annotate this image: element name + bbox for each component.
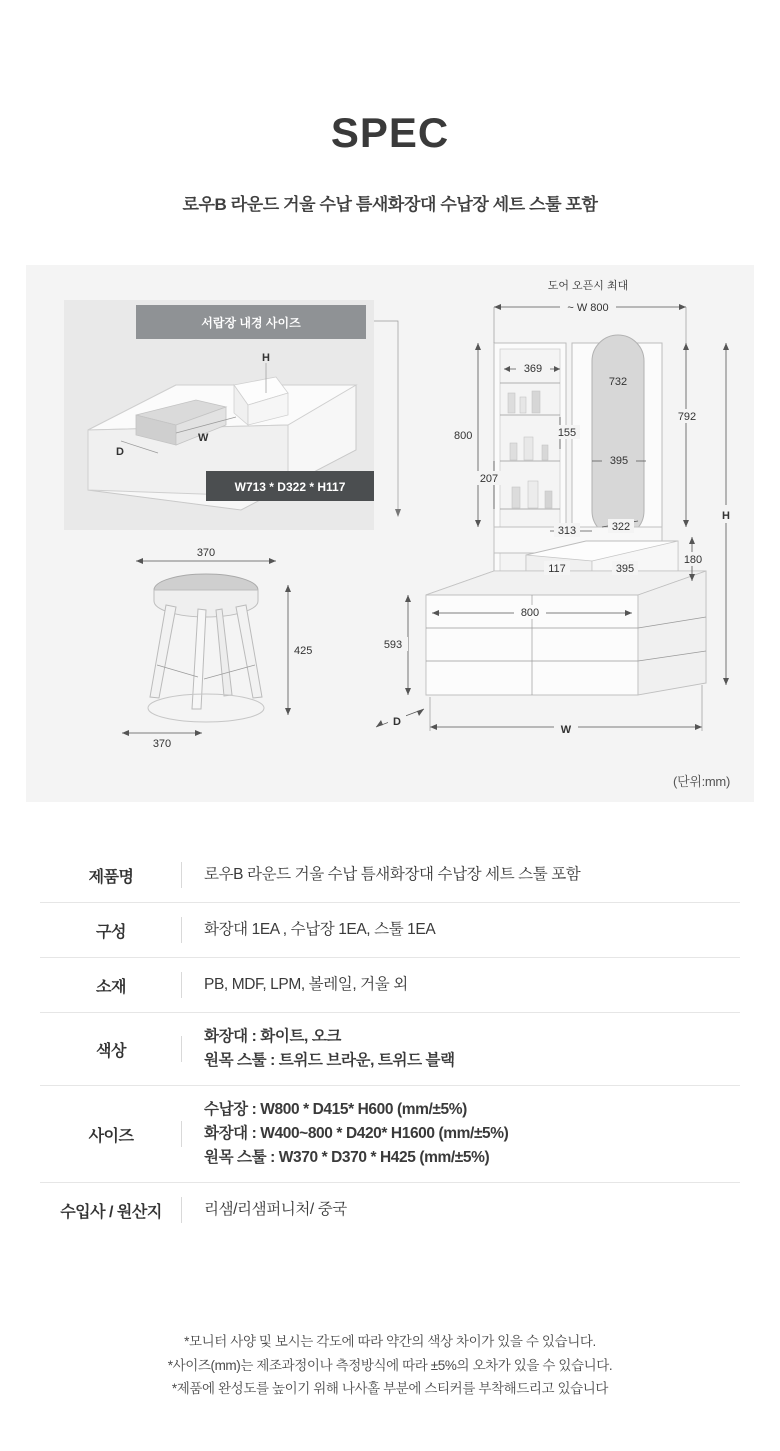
stool-bottom-depth-value: 370	[152, 738, 172, 750]
stool-height-dimension	[285, 585, 312, 715]
row-label: 수입사 / 원산지	[40, 1183, 182, 1237]
page-title: SPEC	[330, 109, 450, 156]
mirror-width-value: 395	[609, 455, 629, 467]
table-row	[40, 1013, 740, 1086]
total-height-label: H	[722, 510, 730, 522]
drawer-width-value: 313	[557, 525, 577, 537]
row-label: 소재	[40, 958, 182, 1012]
row-value	[182, 903, 740, 957]
table-row	[40, 848, 740, 903]
row-value-line: 화장대 1EA , 수납장 1EA, 스툴 1EA	[204, 920, 436, 938]
total-height-dimension	[716, 343, 736, 685]
stool-width-dimension	[136, 547, 276, 564]
row-value-line: 로우B 라운드 거울 수납 틈새화장대 수납장 세트 스툴 포함	[204, 865, 581, 883]
drawer-inset-illustration	[64, 300, 374, 530]
table-row	[40, 958, 740, 1013]
inset-size-text: W713 * D322 * H117	[234, 480, 346, 494]
row-value	[182, 1183, 740, 1237]
cabinet-width-value: 800	[520, 607, 540, 619]
row-label: 사이즈	[40, 1086, 182, 1182]
lower-shelf-value: 207	[479, 473, 499, 485]
row-value-line: 화장대 : W400~800 * D420* H1600 (mm/±5%)	[204, 1125, 509, 1143]
row-value	[182, 848, 740, 902]
spec-diagram	[26, 265, 754, 802]
row-label: 색상	[40, 1013, 182, 1085]
unit-note: (단위:mm)	[673, 774, 730, 789]
row-value	[182, 1013, 740, 1085]
total-depth-label: D	[393, 716, 401, 728]
row-label: 구성	[40, 903, 182, 957]
stool-illustration	[148, 574, 264, 722]
product-subtitle: 로우B 라운드 거울 수납 틈새화장대 수납장 세트 스툴 포함	[182, 195, 598, 214]
drawer-inner-width-value: 395	[615, 563, 635, 575]
stool-depth-dimension	[122, 730, 202, 750]
stool-height-value: 425	[294, 645, 313, 657]
table-row	[40, 1183, 740, 1237]
total-depth-dimension	[376, 709, 424, 729]
row-value-line: PB, MDF, LPM, 볼레일, 거울 외	[204, 975, 408, 993]
mirror-unit-height-dimension	[454, 343, 481, 527]
door-open-label: 도어 오픈시 최대	[547, 280, 629, 292]
footnote-line: *모니터 사양 및 보시는 각도에 따라 약간의 색상 차이가 있을 수 있습니다.	[184, 1334, 596, 1349]
footnote-line: *사이즈(mm)는 제조과정이나 측정방식에 따라 ±5%의 오차가 있을 수 있습니다.	[167, 1357, 613, 1373]
total-width-label: W	[560, 724, 572, 736]
drawer-depth-value: 322	[611, 521, 631, 533]
svg-text:H: H	[262, 352, 270, 364]
shelf-width-value: 369	[523, 363, 543, 375]
row-value-line: 리샘/리샘퍼니처/ 중국	[204, 1201, 347, 1219]
row-label: 제품명	[40, 848, 182, 902]
mirror-height-value: 732	[608, 376, 628, 388]
cabinet-height-value: 593	[383, 639, 403, 651]
vanity-illustration	[426, 335, 706, 695]
row-value-line: 원목 스툴 : W370 * D370 * H425 (mm/±5%)	[204, 1149, 490, 1167]
table-row	[40, 1086, 740, 1183]
table-row	[40, 903, 740, 958]
row-value-line: 원목 스툴 : 트위드 브라운, 트위드 블랙	[204, 1052, 455, 1070]
total-right-height-value: 792	[677, 411, 697, 423]
cabinet-height-dimension	[378, 595, 411, 695]
inset-caption: 서랍장 내경 사이즈	[201, 316, 301, 330]
stool-top-width-value: 370	[196, 547, 216, 559]
spec-table	[40, 848, 740, 1237]
total-right-height-dimension	[674, 343, 700, 527]
mirror-unit-height-value: 800	[454, 430, 473, 442]
width-max-value: ~ W 800	[567, 302, 609, 314]
footnotes	[0, 1330, 780, 1401]
row-value	[182, 1086, 740, 1182]
footnote-line: *제품에 완성도를 높이기 위해 나사홀 부분에 스티커를 부착해드리고 있습니다	[171, 1381, 609, 1397]
svg-text:W: W	[198, 432, 209, 444]
row-value	[182, 958, 740, 1012]
mid-shelf-value: 155	[557, 427, 577, 439]
drawer-block-height-value: 180	[683, 554, 703, 566]
drawer-height-value: 117	[548, 563, 566, 575]
row-value-line: 수납장 : W800 * D415* H600 (mm/±5%)	[204, 1101, 467, 1119]
door-open-dimension	[494, 278, 686, 343]
mirror-height-dimension	[609, 376, 627, 388]
svg-text:D: D	[116, 446, 124, 458]
row-value-line: 화장대 : 화이트, 오크	[204, 1028, 341, 1045]
